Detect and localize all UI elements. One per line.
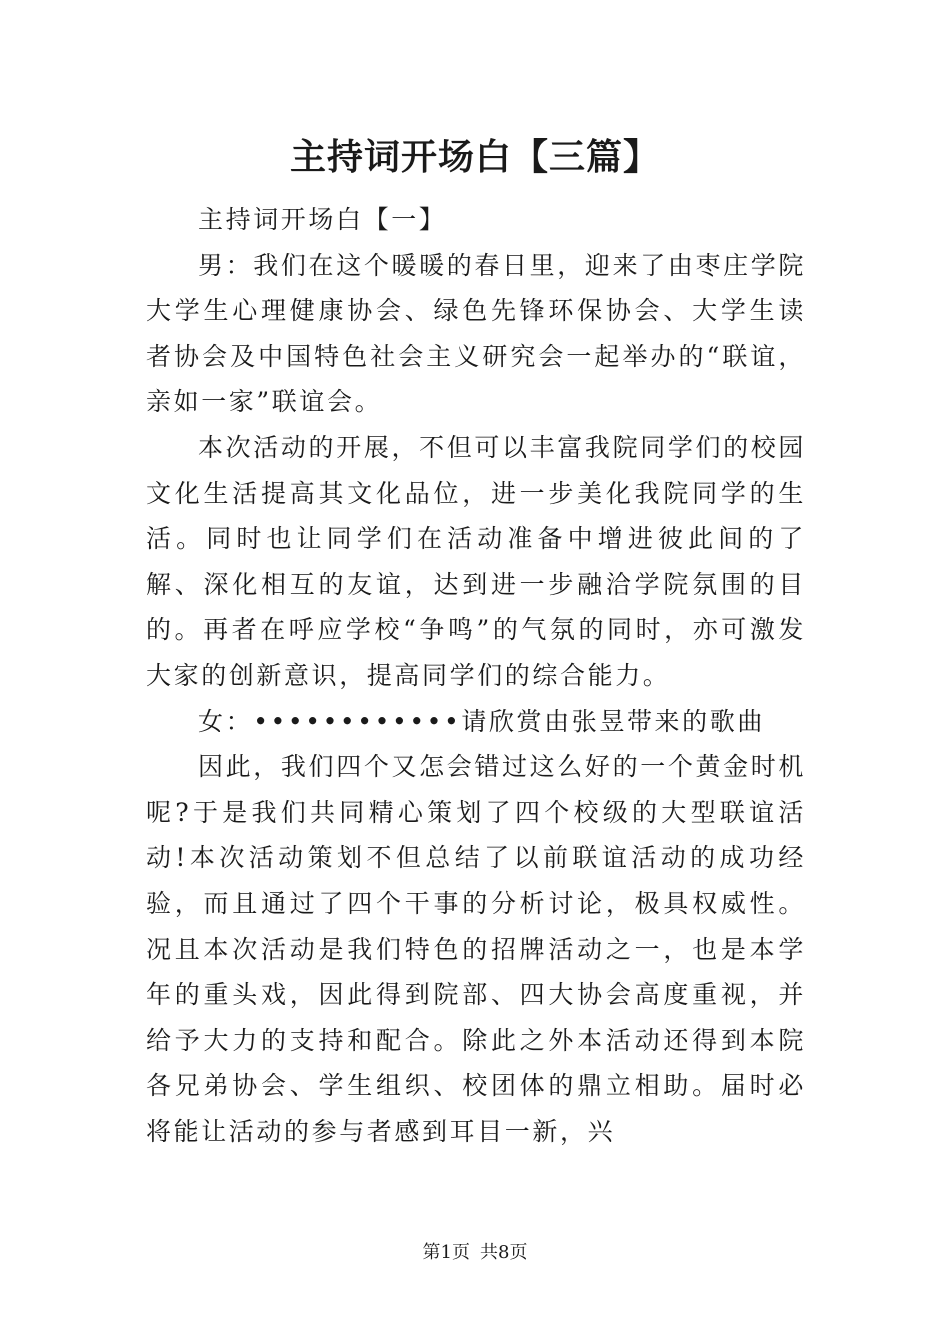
- page-footer: [0, 1240, 950, 1266]
- paragraph: 本次活动的开展，不但可以丰富我院同学们的校园文化生活提高其文化品位，进一步美化我院同学的生活。同时也让同学们在活动准备中增进彼此间的了解、深化相互的友谊，达到进一步融洽学院氛围的目的。再者在呼应学校“争鸣”的气氛的同时，亦可激发大家的创新意识，提高同学们的综合能力。: [146, 432, 806, 690]
- page-total: 共8页: [480, 1242, 528, 1263]
- paragraph: 男：我们在这个暖暖的春日里，迎来了由枣庄学院大学生心理健康协会、绿色先锋环保协会、大学生读者协会及中国特色社会主义研究会一起举办的“联谊，亲如一家”联谊会。: [146, 250, 806, 417]
- paragraph: 女：••••••••••••请欣赏由张昱带来的歌曲: [198, 706, 765, 736]
- page-number: 第1页: [422, 1242, 470, 1263]
- section-heading: 主持词开场白【一】: [198, 205, 447, 234]
- document-body: [146, 197, 806, 1154]
- paragraph: 因此，我们四个又怎会错过这么好的一个黄金时机呢?于是我们共同精心策划了四个校级的大型联谊活动!本次活动策划不但总结了以前联谊活动的成功经验，而且通过了四个干事的分析讨论，极具权威性。况且本次活动是我们特色的招牌活动之一，也是本学年的重头戏，因此得到院部、四大协会高度重视，并给予大力的支持和配合。除此之外本活动还得到本院各兄弟协会、学生组织、校团体的鼎立相助。届时必将能让活动的参与者感到耳目一新，兴: [146, 752, 806, 1146]
- document-title: 主持词开场白【三篇】: [289, 136, 660, 178]
